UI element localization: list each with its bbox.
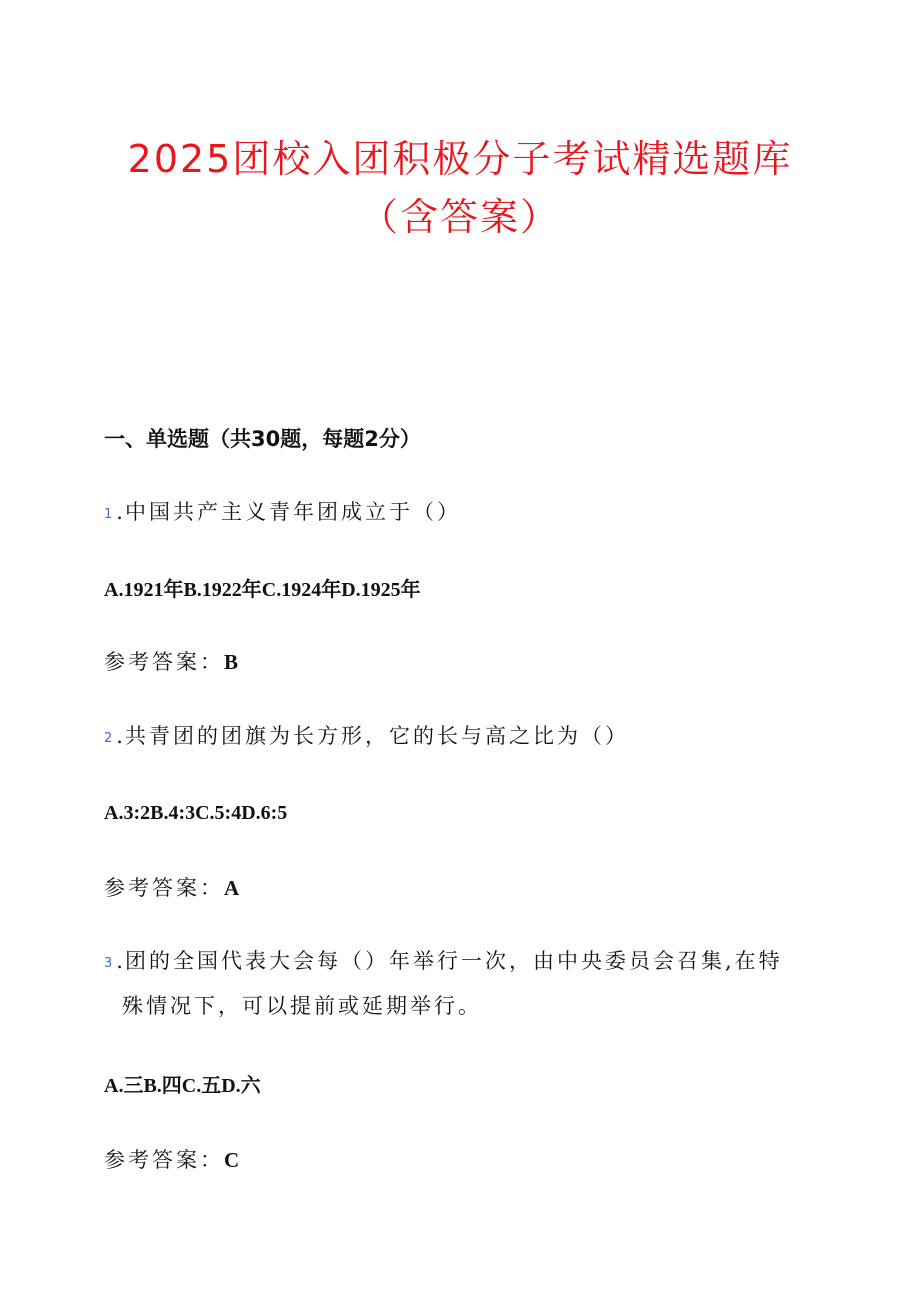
question-3	[104, 945, 783, 975]
question-3-continuation: 殊情况下，可以提前或延期举行。	[122, 994, 482, 1018]
question-1-answer	[104, 646, 238, 676]
question-text: 中国共产主义青年团成立于（）	[124, 500, 461, 524]
answer-value: A	[224, 876, 240, 900]
question-number: 3	[104, 956, 113, 971]
question-1	[104, 496, 461, 526]
question-1-options: A.1921年B.1922年C.1924年D.1925年	[104, 579, 421, 601]
answer-value: C	[224, 1148, 240, 1172]
question-dot: .	[116, 724, 123, 748]
section-heading: 一、单选题（共30题，每题2分）	[104, 427, 421, 451]
question-2-options: A.3:2B.4:3C.5:4D.6:5	[104, 802, 288, 824]
answer-value: B	[224, 650, 239, 674]
question-dot: .	[116, 949, 123, 973]
question-2	[104, 720, 629, 750]
question-dot: .	[116, 500, 123, 524]
answer-label: 参考答案：	[104, 1148, 224, 1172]
question-3-options: A.三B.四C.五D.六	[104, 1075, 261, 1097]
question-2-answer	[104, 872, 239, 902]
question-text: 团的全国代表大会每（）年举行一次，由中央委员会召集,在特	[124, 949, 783, 973]
question-number: 1	[104, 507, 113, 522]
question-number: 2	[104, 731, 113, 746]
question-text: 共青团的团旗为长方形，它的长与高之比为（）	[124, 724, 629, 748]
document-subtitle: （含答案）	[359, 195, 560, 239]
answer-label: 参考答案：	[104, 650, 224, 674]
answer-label: 参考答案：	[104, 876, 224, 900]
document-title: 2025团校入团积极分子考试精选题库	[127, 137, 793, 181]
question-3-answer	[104, 1144, 239, 1174]
